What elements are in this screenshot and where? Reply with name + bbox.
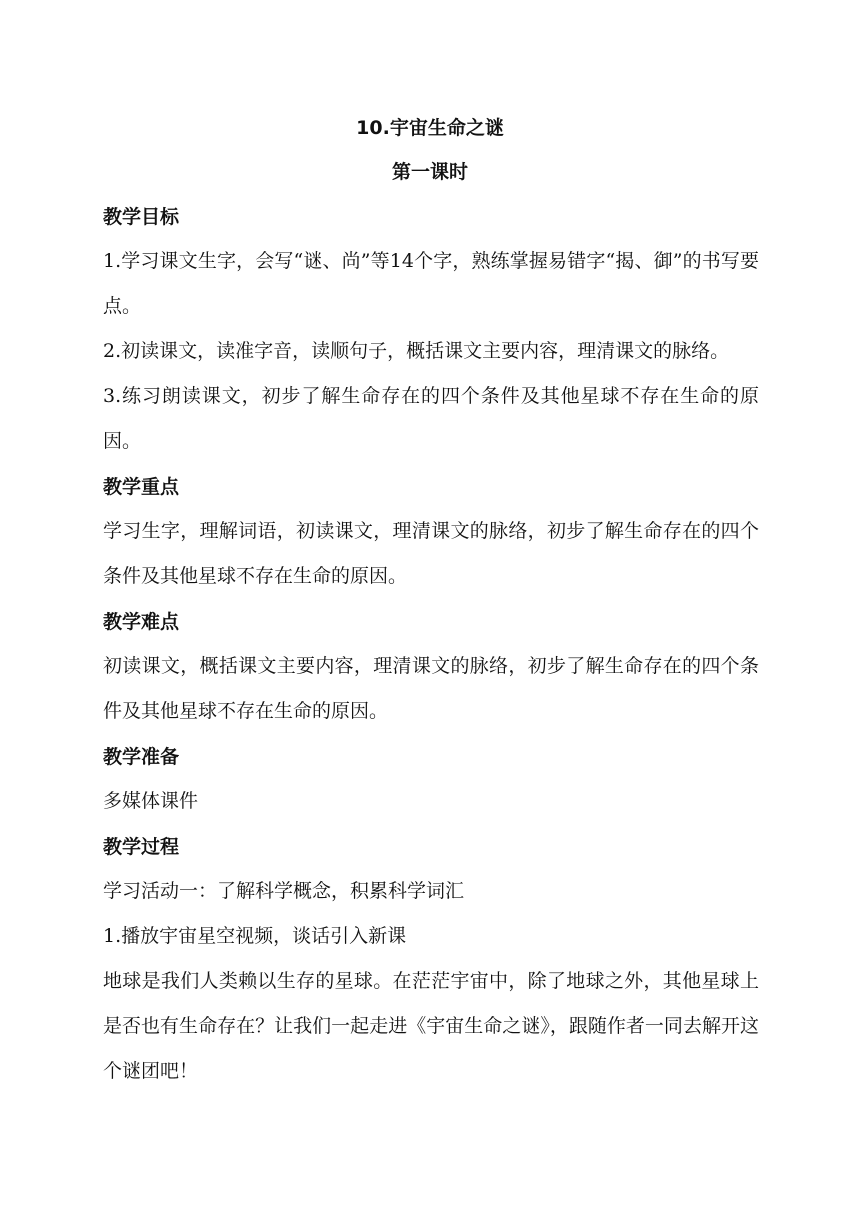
objective-item-1: 1.学习课文生字，会写“谜、尚”等14个字，熟练掌握易错字“揭、御”的书写要点。 xyxy=(103,250,759,317)
key-points-heading: 教学重点 xyxy=(103,476,180,498)
process-heading: 教学过程 xyxy=(103,836,180,858)
difficulties-text: 初读课文，概括课文主要内容，理清课文的脉络，初步了解生命存在的四个条件及其他星球不存在生命的原因。 xyxy=(103,655,759,722)
key-points-text: 学习生字，理解词语，初读课文，理清课文的脉络，初步了解生命存在的四个条件及其他星球不存在生命的原因。 xyxy=(103,520,759,587)
preparation-text: 多媒体课件 xyxy=(103,790,199,812)
preparation-heading: 教学准备 xyxy=(103,746,180,768)
objective-item-3: 3.练习朗读课文，初步了解生命存在的四个条件及其他星球不存在生命的原因。 xyxy=(103,385,759,452)
document-subtitle: 第一课时 xyxy=(391,161,468,183)
difficulties-heading: 教学难点 xyxy=(103,611,180,633)
document-title: 10.宇宙生命之谜 xyxy=(356,117,504,139)
process-activity: 学习活动一：了解科学概念，积累科学词汇 xyxy=(103,880,465,902)
objectives-heading: 教学目标 xyxy=(103,206,180,228)
process-step: 1.播放宇宙星空视频，谈话引入新课 xyxy=(103,925,407,947)
objective-item-2: 2.初读课文，读准字音，读顺句子，概括课文主要内容，理清课文的脉络。 xyxy=(103,340,730,362)
process-text: 地球是我们人类赖以生存的星球。在茫茫宇宙中，除了地球之外，其他星球上是否也有生命存在？让我们一起走进《宇宙生命之谜》，跟随作者一同去解开这个谜团吧！ xyxy=(103,970,759,1082)
